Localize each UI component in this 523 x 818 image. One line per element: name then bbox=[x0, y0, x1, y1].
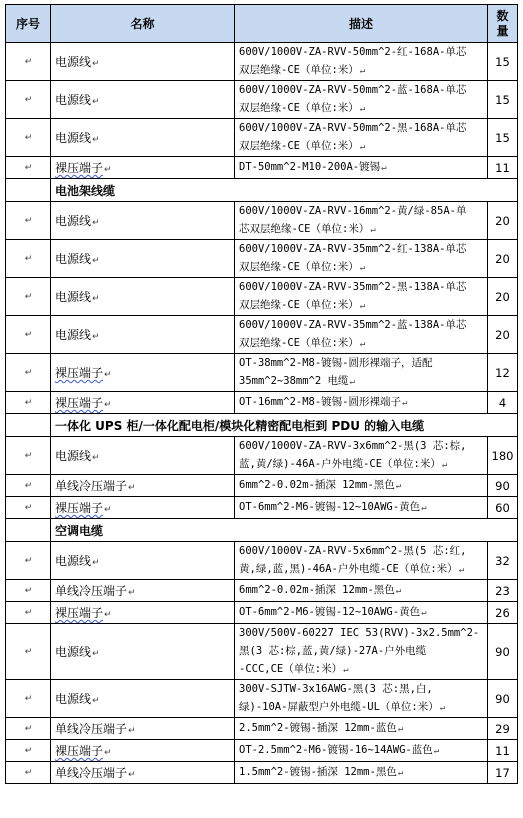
paragraph-mark-icon: ↵ bbox=[128, 770, 136, 780]
table-cell-idx bbox=[6, 602, 51, 624]
desc-line: OT-2.5mm^2-M6-镀锡-16~14AWG-蓝色 bbox=[239, 744, 433, 756]
table-cell-qty: 12 bbox=[488, 354, 518, 392]
paragraph-mark-icon: ↵ bbox=[381, 163, 387, 173]
paragraph-mark-icon: ↵ bbox=[24, 94, 33, 105]
section-title: 电池架线缆 bbox=[51, 179, 518, 202]
table-cell-qty: 20 bbox=[488, 202, 518, 240]
table-cell-desc bbox=[235, 624, 488, 680]
table-cell-qty: 90 bbox=[488, 624, 518, 680]
table-row bbox=[6, 157, 518, 179]
table-cell-qty: 60 bbox=[488, 497, 518, 519]
desc-line: 双层绝缘-CE（单位:米） bbox=[239, 140, 359, 152]
table-cell-desc bbox=[235, 740, 488, 762]
table-cell-idx bbox=[6, 519, 51, 542]
paragraph-mark-icon: ↵ bbox=[349, 377, 355, 387]
table-cell-desc bbox=[235, 202, 488, 240]
desc-line: OT-38mm^2-M8-镀锡-圆形裸端子，适配 bbox=[239, 357, 433, 369]
table-cell-name bbox=[51, 542, 235, 580]
item-name: 裸压端子 bbox=[55, 744, 104, 758]
paragraph-mark-icon: ↵ bbox=[92, 218, 100, 228]
table-cell-desc bbox=[235, 580, 488, 602]
desc-line: 300V-SJTW-3x16AWG-黑(3 芯:黑,白, bbox=[239, 683, 433, 695]
paragraph-mark-icon: ↵ bbox=[441, 460, 448, 470]
table-body bbox=[6, 43, 518, 784]
paragraph-mark-icon: ↵ bbox=[92, 332, 100, 342]
header-idx: 序号 bbox=[6, 5, 51, 43]
table-cell-qty: 90 bbox=[488, 475, 518, 497]
table-cell-qty: 4 bbox=[488, 392, 518, 414]
header-qty bbox=[488, 5, 518, 43]
desc-line: 600V/1000V-ZA-RVV-35mm^2-黑-138A-单芯 bbox=[239, 281, 467, 293]
desc-line: 6mm^2-0.02m-插深 12mm-黑色 bbox=[239, 584, 395, 596]
table-cell-idx bbox=[6, 718, 51, 740]
parts-table bbox=[5, 4, 518, 784]
paragraph-mark-icon: ↵ bbox=[24, 502, 33, 513]
desc-line: OT-6mm^2-M6-镀锡-12~10AWG-黄色 bbox=[239, 606, 421, 618]
paragraph-mark-icon: ↵ bbox=[24, 132, 33, 143]
desc-line: 600V/1000V-ZA-RVV-50mm^2-蓝-168A-单芯 bbox=[239, 84, 467, 96]
table-cell-qty: 180 bbox=[488, 437, 518, 475]
paragraph-mark-icon: ↵ bbox=[104, 610, 112, 620]
paragraph-mark-icon: ↵ bbox=[343, 665, 349, 675]
table-row bbox=[6, 316, 518, 354]
table-cell-qty: 15 bbox=[488, 119, 518, 157]
table-row bbox=[6, 762, 518, 784]
item-name: 电源线 bbox=[55, 692, 92, 706]
desc-line: 芯双层绝缘-CE（单位:米） bbox=[239, 223, 370, 235]
table-cell-desc bbox=[235, 602, 488, 624]
table-cell-name bbox=[51, 762, 235, 784]
table-cell-idx bbox=[6, 316, 51, 354]
table-cell-desc bbox=[235, 392, 488, 414]
item-name: 电源线 bbox=[55, 554, 92, 568]
table-cell-desc bbox=[235, 278, 488, 316]
table-row bbox=[6, 81, 518, 119]
item-name: 裸压端子 bbox=[55, 396, 104, 410]
desc-line: 双层绝缘-CE（单位:米） bbox=[239, 64, 359, 76]
item-name: 电源线 bbox=[55, 131, 92, 145]
paragraph-mark-icon: ↵ bbox=[24, 723, 33, 734]
table-cell-desc bbox=[235, 437, 488, 475]
table-cell-idx bbox=[6, 119, 51, 157]
table-cell-desc bbox=[235, 542, 488, 580]
desc-line: 600V/1000V-ZA-RVV-50mm^2-红-168A-单芯 bbox=[239, 46, 467, 58]
desc-line: 黄,绿,蓝,黑)-46A-户外电缆-CE（单位:米） bbox=[239, 563, 458, 575]
table-cell-idx bbox=[6, 392, 51, 414]
desc-line: 35mm^2~38mm^2 电缆 bbox=[239, 375, 349, 387]
table-cell-qty: 17 bbox=[488, 762, 518, 784]
table-row bbox=[6, 542, 518, 580]
table-cell-name bbox=[51, 202, 235, 240]
table-row bbox=[6, 354, 518, 392]
item-name: 电源线 bbox=[55, 328, 92, 342]
desc-line: DT-50mm^2-M10-200A-镀锡 bbox=[239, 161, 381, 173]
paragraph-mark-icon: ↵ bbox=[104, 370, 112, 380]
item-name: 单线冷压端子 bbox=[55, 766, 128, 780]
item-name: 电源线 bbox=[55, 214, 92, 228]
desc-line: 双层绝缘-CE（单位:米） bbox=[239, 337, 359, 349]
paragraph-mark-icon: ↵ bbox=[370, 225, 376, 235]
paragraph-mark-icon: ↵ bbox=[24, 56, 33, 67]
table-row bbox=[6, 202, 518, 240]
desc-line: 双层绝缘-CE（单位:米） bbox=[239, 102, 359, 114]
paragraph-mark-icon: ↵ bbox=[24, 693, 33, 704]
desc-line: OT-16mm^2-M8-镀锡-圆形裸端子 bbox=[239, 396, 402, 408]
table-cell-desc bbox=[235, 680, 488, 718]
paragraph-mark-icon: ↵ bbox=[421, 503, 427, 513]
desc-line: 6mm^2-0.02m-插深 12mm-黑色 bbox=[239, 479, 395, 491]
table-cell-desc bbox=[235, 119, 488, 157]
item-name: 电源线 bbox=[55, 645, 92, 659]
paragraph-mark-icon: ↵ bbox=[24, 215, 33, 226]
header-qty-top: 数 bbox=[496, 8, 509, 23]
header-row bbox=[6, 5, 518, 43]
paragraph-mark-icon: ↵ bbox=[458, 565, 465, 575]
table-cell-idx bbox=[6, 81, 51, 119]
section-row bbox=[6, 519, 518, 542]
item-name: 单线冷压端子 bbox=[55, 479, 128, 493]
table-row bbox=[6, 392, 518, 414]
item-name: 裸压端子 bbox=[55, 606, 104, 620]
table-cell-qty: 23 bbox=[488, 580, 518, 602]
desc-line: 600V/1000V-ZA-RVV-16mm^2-黄/绿-85A-单 bbox=[239, 205, 467, 217]
table-row bbox=[6, 624, 518, 680]
paragraph-mark-icon: ↵ bbox=[92, 97, 100, 107]
desc-line: 300V/500V-60227 IEC 53(RVV)-3x2.5mm^2- bbox=[239, 627, 480, 639]
paragraph-mark-icon: ↵ bbox=[24, 767, 33, 778]
paragraph-mark-icon: ↵ bbox=[395, 481, 402, 491]
section-row bbox=[6, 179, 518, 202]
item-name: 电源线 bbox=[55, 252, 92, 266]
paragraph-mark-icon: ↵ bbox=[439, 703, 446, 713]
paragraph-mark-icon: ↵ bbox=[402, 398, 408, 408]
item-name: 裸压端子 bbox=[55, 161, 104, 175]
table-row bbox=[6, 497, 518, 519]
table-cell-name bbox=[51, 278, 235, 316]
desc-line: 双层绝缘-CE（单位:米） bbox=[239, 261, 359, 273]
table-cell-name bbox=[51, 157, 235, 179]
paragraph-mark-icon: ↵ bbox=[24, 745, 33, 756]
table-cell-name bbox=[51, 392, 235, 414]
table-cell-qty: 20 bbox=[488, 278, 518, 316]
paragraph-mark-icon: ↵ bbox=[24, 646, 33, 657]
table-cell-name bbox=[51, 740, 235, 762]
table-cell-idx bbox=[6, 43, 51, 81]
desc-line: 600V/1000V-ZA-RVV-50mm^2-黑-168A-单芯 bbox=[239, 122, 467, 134]
table-cell-idx bbox=[6, 437, 51, 475]
item-name: 电源线 bbox=[55, 449, 92, 463]
section-row bbox=[6, 414, 518, 437]
table-cell-idx bbox=[6, 762, 51, 784]
table-row bbox=[6, 580, 518, 602]
section-title: 一体化 UPS 柜/一体化配电柜/模块化精密配电柜到 PDU 的输入电缆 bbox=[51, 414, 518, 437]
table-cell-qty: 20 bbox=[488, 240, 518, 278]
paragraph-mark-icon: ↵ bbox=[104, 505, 112, 515]
paragraph-mark-icon: ↵ bbox=[92, 453, 100, 463]
table-cell-name bbox=[51, 680, 235, 718]
table-cell-desc bbox=[235, 157, 488, 179]
paragraph-mark-icon: ↵ bbox=[24, 291, 33, 302]
desc-line: 600V/1000V-ZA-RVV-35mm^2-红-138A-单芯 bbox=[239, 243, 467, 255]
table-row bbox=[6, 278, 518, 316]
paragraph-mark-icon: ↵ bbox=[359, 263, 366, 273]
table-cell-qty: 11 bbox=[488, 740, 518, 762]
paragraph-mark-icon: ↵ bbox=[24, 253, 33, 264]
table-row bbox=[6, 437, 518, 475]
paragraph-mark-icon: ↵ bbox=[128, 588, 136, 598]
paragraph-mark-icon: ↵ bbox=[24, 162, 33, 173]
item-name: 电源线 bbox=[55, 93, 92, 107]
table-row bbox=[6, 240, 518, 278]
table-cell-idx bbox=[6, 475, 51, 497]
paragraph-mark-icon: ↵ bbox=[92, 558, 100, 568]
table-cell-idx bbox=[6, 354, 51, 392]
table-cell-name bbox=[51, 718, 235, 740]
table-cell-qty: 29 bbox=[488, 718, 518, 740]
table-cell-idx bbox=[6, 240, 51, 278]
desc-line: 蓝,黄/绿)-46A-户外电缆-CE（单位:米） bbox=[239, 458, 441, 470]
paragraph-mark-icon: ↵ bbox=[104, 748, 112, 758]
table-row bbox=[6, 718, 518, 740]
item-name: 单线冷压端子 bbox=[55, 584, 128, 598]
table-cell-name bbox=[51, 43, 235, 81]
paragraph-mark-icon: ↵ bbox=[24, 450, 33, 461]
desc-line: -CCC,CE（单位:米） bbox=[239, 663, 343, 675]
table-cell-name bbox=[51, 437, 235, 475]
paragraph-mark-icon: ↵ bbox=[104, 165, 112, 175]
paragraph-mark-icon: ↵ bbox=[92, 256, 100, 266]
table-cell-qty: 32 bbox=[488, 542, 518, 580]
paragraph-mark-icon: ↵ bbox=[92, 649, 100, 659]
item-name: 裸压端子 bbox=[55, 501, 104, 515]
table-cell-idx bbox=[6, 542, 51, 580]
table-row bbox=[6, 43, 518, 81]
paragraph-mark-icon: ↵ bbox=[128, 483, 136, 493]
paragraph-mark-icon: ↵ bbox=[359, 66, 366, 76]
table-cell-qty: 26 bbox=[488, 602, 518, 624]
table-cell-name bbox=[51, 497, 235, 519]
table-cell-qty: 11 bbox=[488, 157, 518, 179]
table-cell-desc bbox=[235, 762, 488, 784]
header-desc: 描述 bbox=[235, 5, 488, 43]
paragraph-mark-icon: ↵ bbox=[359, 142, 366, 152]
paragraph-mark-icon: ↵ bbox=[433, 746, 440, 756]
item-name: 电源线 bbox=[55, 55, 92, 69]
paragraph-mark-icon: ↵ bbox=[128, 726, 136, 736]
desc-line: 黑(3 芯:棕,蓝,黄/绿)-27A-户外电缆 bbox=[239, 645, 427, 657]
table-cell-desc bbox=[235, 316, 488, 354]
paragraph-mark-icon: ↵ bbox=[104, 400, 112, 410]
table-cell-name bbox=[51, 119, 235, 157]
table-cell-name bbox=[51, 240, 235, 278]
paragraph-mark-icon: ↵ bbox=[92, 135, 100, 145]
paragraph-mark-icon: ↵ bbox=[359, 104, 366, 114]
header-name: 名称 bbox=[51, 5, 235, 43]
paragraph-mark-icon: ↵ bbox=[92, 59, 100, 69]
table-cell-idx bbox=[6, 179, 51, 202]
table-cell-idx bbox=[6, 580, 51, 602]
desc-line: 2.5mm^2-镀锡-插深 12mm-蓝色 bbox=[239, 722, 397, 734]
table-cell-desc bbox=[235, 240, 488, 278]
table-cell-name bbox=[51, 580, 235, 602]
table-cell-qty: 15 bbox=[488, 43, 518, 81]
table-cell-idx bbox=[6, 278, 51, 316]
table-cell-name bbox=[51, 81, 235, 119]
table-cell-desc bbox=[235, 718, 488, 740]
item-name: 裸压端子 bbox=[55, 366, 104, 380]
table-cell-desc bbox=[235, 81, 488, 119]
table-row bbox=[6, 680, 518, 718]
table-cell-idx bbox=[6, 497, 51, 519]
paragraph-mark-icon: ↵ bbox=[421, 608, 427, 618]
paragraph-mark-icon: ↵ bbox=[24, 480, 33, 491]
table-cell-name bbox=[51, 316, 235, 354]
section-title: 空调电缆 bbox=[51, 519, 518, 542]
table-cell-name bbox=[51, 354, 235, 392]
table-cell-qty: 20 bbox=[488, 316, 518, 354]
table-row bbox=[6, 475, 518, 497]
table-cell-idx bbox=[6, 414, 51, 437]
paragraph-mark-icon: ↵ bbox=[24, 329, 33, 340]
table-row bbox=[6, 119, 518, 157]
desc-line: 600V/1000V-ZA-RVV-35mm^2-蓝-138A-单芯 bbox=[239, 319, 467, 331]
desc-line: 绿)-10A-屏蔽型户外电缆-UL（单位:米） bbox=[239, 701, 439, 713]
header-qty-bottom: 量 bbox=[496, 23, 509, 38]
item-name: 单线冷压端子 bbox=[55, 722, 128, 736]
item-name: 电源线 bbox=[55, 290, 92, 304]
table-cell-desc bbox=[235, 43, 488, 81]
desc-line: 1.5mm^2-镀锡-插深 12mm-黑色 bbox=[239, 766, 397, 778]
paragraph-mark-icon: ↵ bbox=[359, 339, 366, 349]
table-cell-idx bbox=[6, 740, 51, 762]
table-cell-qty: 90 bbox=[488, 680, 518, 718]
table-cell-idx bbox=[6, 680, 51, 718]
table-cell-name bbox=[51, 475, 235, 497]
paragraph-mark-icon: ↵ bbox=[395, 586, 402, 596]
paragraph-mark-icon: ↵ bbox=[24, 607, 33, 618]
table-cell-qty: 15 bbox=[488, 81, 518, 119]
table-row bbox=[6, 602, 518, 624]
table-cell-name bbox=[51, 624, 235, 680]
paragraph-mark-icon: ↵ bbox=[397, 724, 404, 734]
paragraph-mark-icon: ↵ bbox=[24, 397, 33, 408]
paragraph-mark-icon: ↵ bbox=[359, 301, 366, 311]
paragraph-mark-icon: ↵ bbox=[397, 768, 404, 778]
table-cell-desc bbox=[235, 475, 488, 497]
paragraph-mark-icon: ↵ bbox=[24, 367, 33, 378]
paragraph-mark-icon: ↵ bbox=[92, 696, 100, 706]
table-cell-idx bbox=[6, 157, 51, 179]
table-cell-idx bbox=[6, 202, 51, 240]
desc-line: 600V/1000V-ZA-RVV-5x6mm^2-黑(5 芯:红, bbox=[239, 545, 467, 557]
paragraph-mark-icon: ↵ bbox=[24, 585, 33, 596]
table-cell-desc bbox=[235, 354, 488, 392]
paragraph-mark-icon: ↵ bbox=[24, 555, 33, 566]
desc-line: 600V/1000V-ZA-RVV-3x6mm^2-黑(3 芯:棕, bbox=[239, 440, 467, 452]
table-cell-idx bbox=[6, 624, 51, 680]
table-cell-name bbox=[51, 602, 235, 624]
table-cell-desc bbox=[235, 497, 488, 519]
desc-line: OT-6mm^2-M6-镀锡-12~10AWG-黄色 bbox=[239, 501, 421, 513]
desc-line: 双层绝缘-CE（单位:米） bbox=[239, 299, 359, 311]
paragraph-mark-icon: ↵ bbox=[92, 294, 100, 304]
table-row bbox=[6, 740, 518, 762]
